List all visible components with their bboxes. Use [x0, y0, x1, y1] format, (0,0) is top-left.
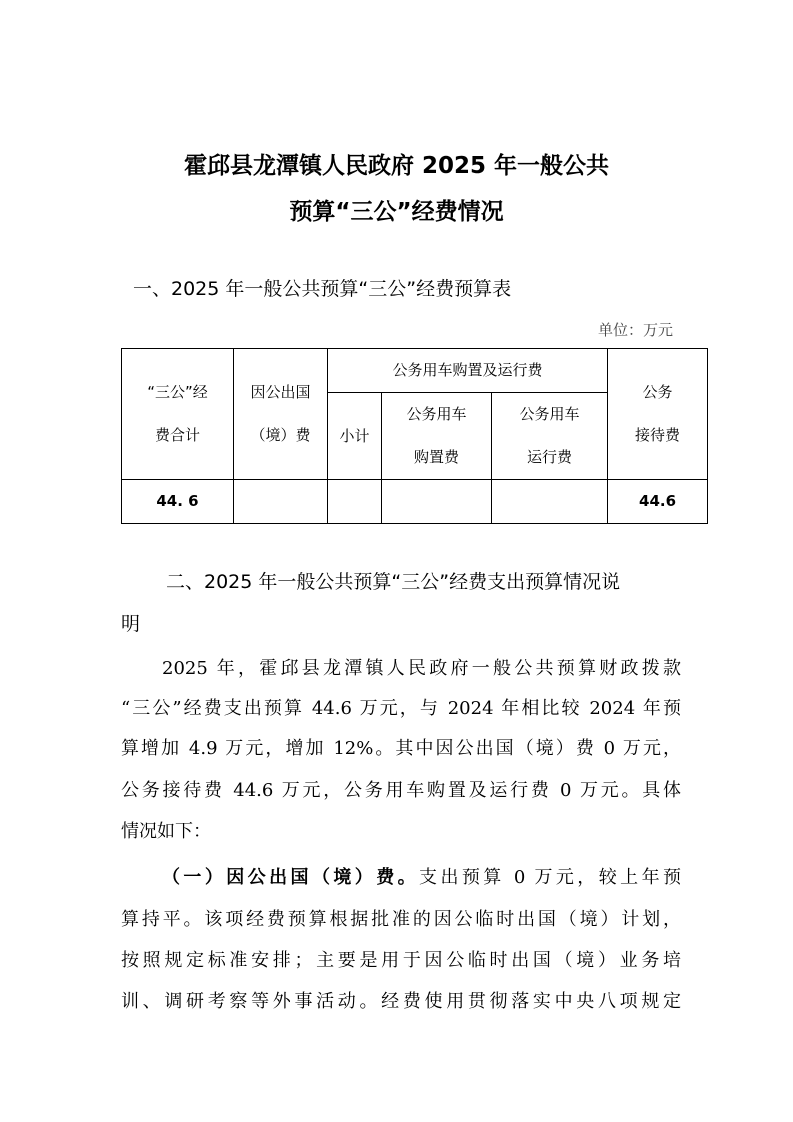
unit-label: 单位：万元 [597, 321, 673, 339]
header-operation-line-2: 运行费 [527, 448, 573, 466]
cell-reception: 44.6 [608, 480, 708, 524]
paragraph-1-line: “三公”经费支出预算 44.6 万元，与 2024 年相比较 2024 年预 [121, 698, 681, 719]
header-vehicle-purchase [382, 393, 492, 480]
paragraph-1-line: 公务接待费 44.6 万元，公务用车购置及运行费 0 万元。具体 [121, 780, 681, 801]
paragraph-2-text: 支出预算 0 万元，较上年预 [419, 867, 681, 888]
cell-abroad [234, 480, 328, 524]
paragraph-1-line: 2025 年，霍邱县龙潭镇人民政府一般公共预算财政拨款 [162, 658, 681, 679]
header-vehicle-operation [492, 393, 608, 480]
header-reception-line-2: 接待费 [635, 426, 681, 444]
paragraph-2-line: 算持平。该项经费预算根据批准的因公临时出国（境）计划， [121, 909, 681, 930]
section-2-heading-line-1: 二、2025 年一般公共预算“三公”经费支出预算情况说 [166, 571, 621, 593]
section-2-heading-line-2: 明 [121, 613, 141, 635]
cell-total: 44. 6 [122, 480, 234, 524]
three-public-budget-table [121, 348, 708, 524]
cell-subtotal [328, 480, 382, 524]
paragraph-2-line [162, 863, 681, 889]
section-1-heading: 一、2025 年一般公共预算“三公”经费预算表 [133, 278, 512, 300]
header-subtotal: 小计 [328, 393, 382, 480]
header-reception [608, 349, 708, 480]
document-title-line-2: 预算“三公”经费情况 [289, 199, 504, 225]
paragraph-1-line: 算增加 4.9 万元，增加 12%。其中因公出国（境）费 0 万元， [121, 738, 681, 759]
header-abroad-line-1: 因公出国 [250, 383, 311, 401]
paragraph-2-lead: （一）因公出国（境）费。 [162, 867, 420, 888]
cell-purchase [382, 480, 492, 524]
header-reception-line-1: 公务 [642, 383, 673, 401]
header-vehicle: 公务用车购置及运行费 [328, 349, 608, 393]
header-total-line-1: “三公”经 [147, 383, 208, 401]
document-title-line-1: 霍邱县龙潭镇人民政府 2025 年一般公共 [183, 153, 610, 179]
cell-operation [492, 480, 608, 524]
header-total-line-2: 费合计 [154, 426, 200, 444]
header-purchase-line-1: 公务用车 [406, 405, 467, 423]
header-purchase-line-2: 购置费 [413, 448, 459, 466]
paragraph-2-line: 按照规定标准安排；主要是用于因公临时出国（境）业务培 [121, 950, 681, 971]
paragraph-1-line: 情况如下： [121, 821, 211, 842]
header-operation-line-1: 公务用车 [519, 405, 580, 423]
header-abroad-line-2: （境）费 [250, 426, 311, 444]
header-abroad [234, 349, 328, 480]
paragraph-2-line: 训、调研考察等外事活动。经费使用贯彻落实中央八项规定 [121, 991, 681, 1012]
header-total [122, 349, 234, 480]
